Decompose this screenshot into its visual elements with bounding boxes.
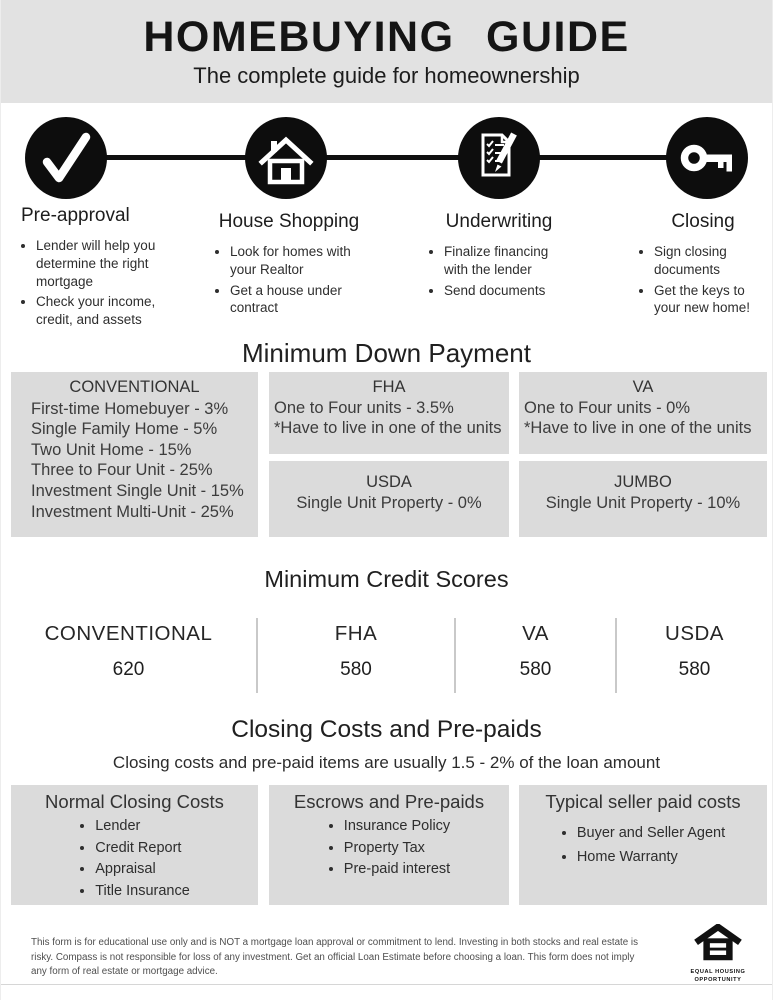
bullet-item: • Look for homes with your Realtor xyxy=(230,243,363,279)
bullet-item: • Title Insurance xyxy=(95,883,190,899)
box-line: Two Unit Home - 15% xyxy=(31,440,192,459)
equal-housing-house-icon xyxy=(692,924,744,964)
equal-housing-opportunity-logo xyxy=(687,924,749,985)
down-payment-box-jumbo xyxy=(519,461,767,537)
step-bullets xyxy=(21,237,179,329)
credit-score-conventional xyxy=(1,618,258,693)
credit-scores-row xyxy=(1,618,772,693)
timeline-step-closing xyxy=(639,211,767,320)
box-title: Typical seller paid costs xyxy=(545,791,741,812)
credit-scores-heading: Minimum Credit Scores xyxy=(264,566,509,592)
score-value: 620 xyxy=(112,659,145,680)
step-title: Closing xyxy=(671,211,735,232)
box-line: Single Unit Property - 10% xyxy=(545,493,741,512)
box-title: JUMBO xyxy=(614,473,672,491)
checkmark-icon xyxy=(25,117,107,199)
score-value: 580 xyxy=(519,659,552,680)
box-line: Three to Four Unit - 25% xyxy=(31,461,213,480)
box-line: Single Unit Property - 0% xyxy=(296,493,482,512)
box-line: Investment Multi-Unit - 25% xyxy=(31,502,234,521)
score-value: 580 xyxy=(340,659,372,680)
step-bullets xyxy=(215,243,363,317)
bullet-item: • Pre-paid interest xyxy=(344,861,450,877)
document-checklist-icon xyxy=(458,117,540,199)
down-payment-box-fha xyxy=(269,372,509,454)
page-title: HOMEBUYING GUIDE xyxy=(143,13,630,61)
house-icon xyxy=(245,117,327,199)
box-lines xyxy=(519,493,767,514)
credit-score-fha xyxy=(258,618,456,693)
bullet-item: • Check your income, credit, and assets xyxy=(36,293,179,329)
closing-costs-box-escrows xyxy=(269,785,509,905)
equal-housing-text xyxy=(687,969,749,985)
page-bottom-divider xyxy=(1,984,772,985)
box-lines xyxy=(519,398,767,439)
step-bullets xyxy=(429,243,569,299)
key-icon xyxy=(666,117,748,199)
bullet-item: • Finalize financing with the lender xyxy=(444,243,569,279)
bullet-item: • Credit Report xyxy=(95,840,190,856)
closing-costs-heading: Closing Costs and Pre-paids xyxy=(231,716,542,743)
header-banner xyxy=(1,0,772,103)
credit-score-va xyxy=(456,618,617,693)
bullet-item: • Get a house under contract xyxy=(230,282,363,318)
box-bullets xyxy=(561,825,725,865)
bullet-item: • Home Warranty xyxy=(577,849,725,865)
closing-costs-subheading: Closing costs and pre-paid items are usually 1.5 - 2% of the loan amount xyxy=(112,753,661,772)
box-line: Investment Single Unit - 15% xyxy=(31,481,244,500)
bullet-item: • Lender will help you determine the right mortgage xyxy=(36,237,179,290)
bullet-item: • Appraisal xyxy=(95,861,190,877)
equal-housing-line1: EQUAL HOUSING xyxy=(690,969,746,975)
box-title: CONVENTIONAL xyxy=(69,378,200,396)
down-payment-box-conventional xyxy=(11,372,258,537)
equal-housing-line2: OPPORTUNITY xyxy=(694,976,742,983)
bullet-item: • Send documents xyxy=(444,282,569,300)
box-title: Normal Closing Costs xyxy=(45,791,224,812)
timeline-step-preapproval xyxy=(21,205,179,332)
bullet-item: • Lender xyxy=(95,818,190,834)
box-title: FHA xyxy=(372,378,406,396)
bullet-item: • Buyer and Seller Agent xyxy=(577,825,725,841)
step-bullets xyxy=(639,243,767,317)
loan-type-label: VA xyxy=(522,622,549,645)
box-line: Single Family Home - 5% xyxy=(31,420,218,439)
score-value: 580 xyxy=(678,659,711,680)
box-line: *Have to live in one of the units xyxy=(524,419,752,438)
box-line: One to Four units - 0% xyxy=(524,398,690,417)
loan-type-label: FHA xyxy=(334,622,378,645)
timeline-step-house-shopping xyxy=(215,211,363,320)
box-line: *Have to live in one of the units xyxy=(274,419,502,438)
step-title: Pre-approval xyxy=(21,205,130,226)
box-lines xyxy=(269,493,509,514)
loan-type-label: CONVENTIONAL xyxy=(44,622,213,645)
bullet-item: • Property Tax xyxy=(344,840,450,856)
timeline-line xyxy=(66,155,707,160)
box-title: VA xyxy=(632,378,654,396)
box-title: Escrows and Pre-paids xyxy=(293,791,485,812)
step-title: House Shopping xyxy=(218,211,360,232)
box-lines xyxy=(269,398,509,439)
box-bullets xyxy=(328,818,450,877)
credit-score-usda xyxy=(617,618,772,693)
closing-costs-box-normal xyxy=(11,785,258,905)
loan-type-label: USDA xyxy=(665,622,724,645)
disclaimer-text: This form is for educational use only and is NOT a mortgage loan approval or commitment to lend. Investing in both stocks and real estate is risky. Compass is not responsible for loss of any investment. Get an official Loan Estimate before choosing a loan. This form does not imply any form of real estate or mortgage advice. xyxy=(31,937,638,978)
down-payment-box-va xyxy=(519,372,767,454)
box-line: First-time Homebuyer - 3% xyxy=(31,399,229,418)
box-lines xyxy=(11,398,258,523)
box-title: USDA xyxy=(366,473,412,491)
down-payment-heading: Minimum Down Payment xyxy=(242,338,531,368)
bullet-item: • Get the keys to your new home! xyxy=(654,282,767,318)
closing-costs-box-seller-paid xyxy=(519,785,767,905)
bullet-item: • Insurance Policy xyxy=(344,818,450,834)
step-title: Underwriting xyxy=(445,211,553,232)
bullet-item: • Sign closing documents xyxy=(654,243,767,279)
box-bullets xyxy=(79,818,190,899)
down-payment-box-usda xyxy=(269,461,509,537)
page-subtitle: The complete guide for homeownership xyxy=(193,63,580,88)
box-line: One to Four units - 3.5% xyxy=(274,398,454,417)
timeline-step-underwriting xyxy=(429,211,569,302)
